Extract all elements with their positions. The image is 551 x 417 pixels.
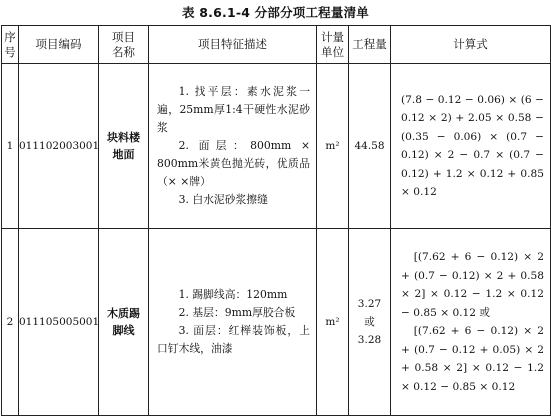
- desc-line: 2. 面层：800mm × 800mm米黄色抛光砖，优质品（× ×牌）: [157, 139, 310, 188]
- desc-line: 3. 面层：红榉装饰板，上口钉木线，油漆: [157, 324, 310, 355]
- table-row: [2, 229, 551, 416]
- header-formula: 计算式: [391, 26, 551, 64]
- formula-part-b: [(7.62 + 6 − 0.12) × 2 + (0.7 − 0.12 + 0.05) × 2 + 0.58 × 2] × 0.12 − 1.2 × 0.12 − 0.85 × 0.12: [401, 325, 544, 393]
- row-name-text: 木质踢脚线: [107, 307, 140, 337]
- header-desc: 项目特征描述: [149, 26, 317, 64]
- desc-line: 1. 踢脚线高：120mm: [178, 288, 288, 301]
- row-name-text: 块料楼地面: [107, 131, 140, 161]
- header-name: 项目名称: [99, 26, 149, 64]
- header-seq: 序号: [2, 26, 19, 64]
- row-formula: (7.8 − 0.12 − 0.06) × (6 − 0.12 × 2) + 2.05 × 0.58 − (0.35 − 0.06) × (0.7 − 0.12) × 2 − 0.7 × (0.7 − 0.12) + 1.2 × 0.12 + 0.85 × 0.12: [391, 64, 551, 229]
- row-name: [99, 229, 149, 416]
- header-code: 项目编码: [19, 26, 99, 64]
- row-code: 011102003001: [19, 64, 99, 229]
- bill-of-quantities-table: [1, 25, 551, 416]
- row-seq: 1: [2, 64, 19, 229]
- row-desc: [149, 229, 317, 416]
- row-formula: [391, 229, 551, 416]
- row-desc: [149, 64, 317, 229]
- table-row: [2, 64, 551, 229]
- row-qty: 44.58: [349, 64, 391, 229]
- desc-line: 2. 基层：9mm厚胶合板: [178, 306, 296, 319]
- row-unit: m²: [317, 64, 349, 229]
- header-row: [2, 26, 551, 64]
- row-code: 011105005001: [19, 229, 99, 416]
- desc-line: 3. 白水泥砂浆擦缝: [178, 193, 268, 206]
- row-name: [99, 64, 149, 229]
- row-qty: 3.27 或 3.28: [349, 229, 391, 416]
- row-unit: m²: [317, 229, 349, 416]
- header-qty: 工程量: [349, 26, 391, 64]
- header-unit: 计量单位: [317, 26, 349, 64]
- row-seq: 2: [2, 229, 19, 416]
- desc-line: 1. 找平层：素水泥浆一遍，25mm厚1:4干硬性水泥砂浆: [157, 85, 310, 134]
- formula-part-a: [(7.62 + 6 − 0.12) × 2 + (0.7 − 0.12) × 2 + 0.58 × 2] × 0.12 − 1.2 × 0.12 − 0.85 × 0.12 或: [401, 251, 544, 319]
- table-title: 表 8.6.1-4 分部分项工程量清单: [182, 5, 369, 20]
